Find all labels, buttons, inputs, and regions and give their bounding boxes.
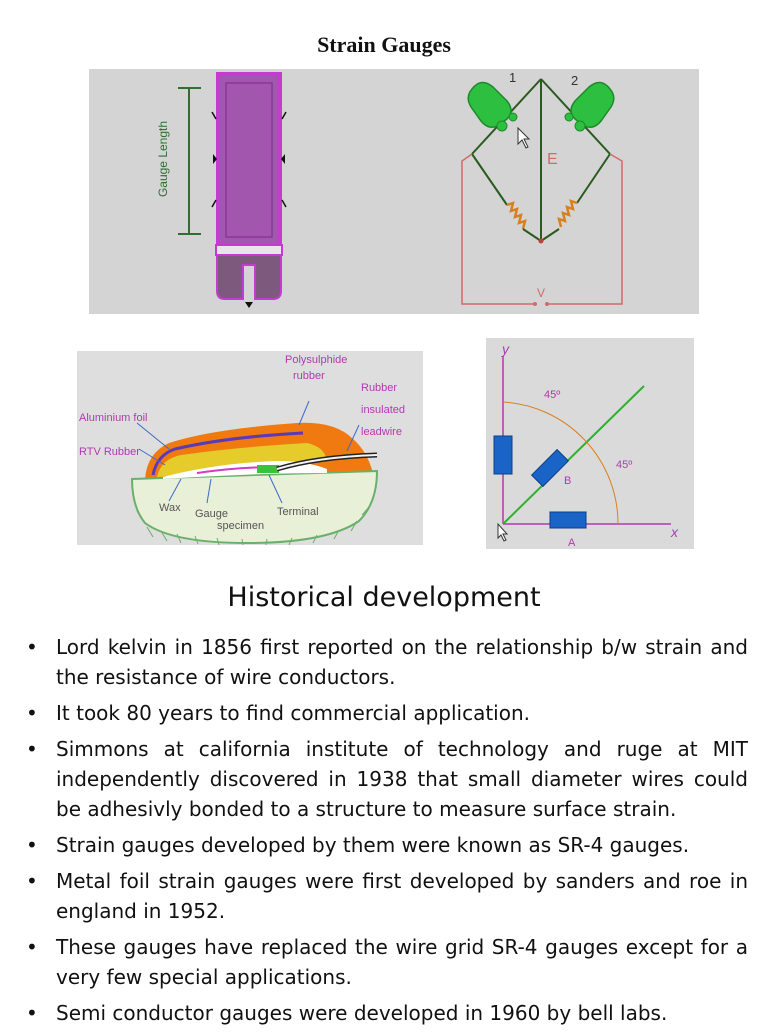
gauge-1-terminal [497,121,507,131]
list-item-text: Metal foil strain gauges were first developed by sanders and roe in england in 1952. [56,869,748,923]
label-aluminium-foil: Aluminium foil [79,412,148,424]
align-mark [212,112,216,119]
gauge-1-label: 1 [509,70,517,85]
gauge-grid [218,74,280,246]
terminal [257,465,279,473]
strain-gauge-bridge-svg [89,69,699,314]
label-gauge: Gauge [195,508,229,520]
align-mark [282,200,286,207]
gauge-bridge [216,245,282,255]
list-item-text: Semi conductor gauges were developed in 1960 by bell labs. [56,1001,668,1025]
bridge-wire [577,154,610,203]
y-axis-label: y [502,341,509,357]
label-specimen: specimen [217,520,265,532]
list-item [26,734,748,824]
align-mark [282,112,286,119]
gauge-2 [571,82,614,127]
lead-terminal [533,302,537,306]
bullet-icon: • [26,737,38,761]
cursor-icon [498,524,507,541]
gauge-vertical [494,436,512,474]
section-heading: Historical development [227,582,541,613]
gauge-a [550,512,586,528]
gauge-2-terminal [565,113,573,121]
gauge-a-label: A [568,537,576,549]
label-rubber-insulated-2: insulated [361,404,406,416]
list-item-text: Lord kelvin in 1856 first reported on the relationship b/w strain and the resistance of wire conductors. [56,635,748,689]
callout-line [137,423,169,449]
label-wax: Wax [159,502,181,514]
list-item [26,830,748,860]
gauge-b-label: B [564,475,572,487]
x-axis-label: x [671,524,678,540]
strain-rosette-figure [486,338,694,549]
gauge-installation-figure [77,351,423,545]
angle-right-label: 45º [616,459,633,471]
bullet-icon: • [26,869,38,893]
bridge-e-label: E [547,151,558,168]
label-polysulphide-rubber: rubber [293,370,325,382]
bullet-icon: • [26,701,38,725]
label-rtv-rubber: RTV Rubber [79,446,140,458]
bridge-wire [472,154,507,205]
bullet-list [26,632,748,1034]
label-terminal: Terminal [277,506,319,518]
gauge-2-terminal [575,121,585,131]
diagonal-axis [503,386,644,524]
list-item-text: It took 80 years to find commercial application. [56,701,531,725]
list-item [26,932,748,992]
cursor-icon [518,128,529,148]
strain-gauge-and-bridge-figure [89,69,699,314]
label-polysulphide: Polysulphide [285,354,348,366]
list-item-text: Simmons at california institute of technology and ruge at MIT independently discovered in 1938 that small diameter wires could be adhesivly bonded to a structure to measure surface strain. [56,737,748,821]
list-item-text: These gauges have replaced the wire grid SR-4 gauges except for a very few special applications. [56,935,748,989]
bullet-icon: • [26,833,38,857]
gauge-b [532,450,572,487]
bridge-wire [541,229,559,241]
bullet-icon: • [26,635,38,659]
list-item [26,632,748,692]
gauge-1 [468,82,511,127]
callout-line [299,401,309,425]
gauge-length-label: Gauge Length [156,120,170,198]
gauge-2-label: 2 [571,73,579,88]
gauge-tabs [217,255,281,299]
list-item-text: Strain gauges developed by them were known as SR-4 gauges. [56,833,690,857]
bridge-wire [523,229,541,241]
gauge-installation-svg [77,351,423,545]
label-rubber-insulated-3: leadwire [361,426,402,438]
page-title: Strain Gauges [317,32,451,57]
voltage-label: V [537,286,546,300]
list-item [26,866,748,926]
gauge-1-terminal [509,113,517,121]
label-rubber-insulated-1: Rubber [361,382,398,394]
bullet-icon: • [26,935,38,959]
bridge-node [539,239,544,244]
resistor-right [559,201,577,227]
lead-terminal [545,302,549,306]
angle-top-label: 45º [544,389,561,401]
bullet-icon: • [26,1001,38,1025]
strain-rosette-svg [486,338,694,549]
resistor-left [507,203,525,229]
align-mark [212,200,216,207]
gauge-tab-marker [245,302,253,308]
list-item [26,698,748,728]
